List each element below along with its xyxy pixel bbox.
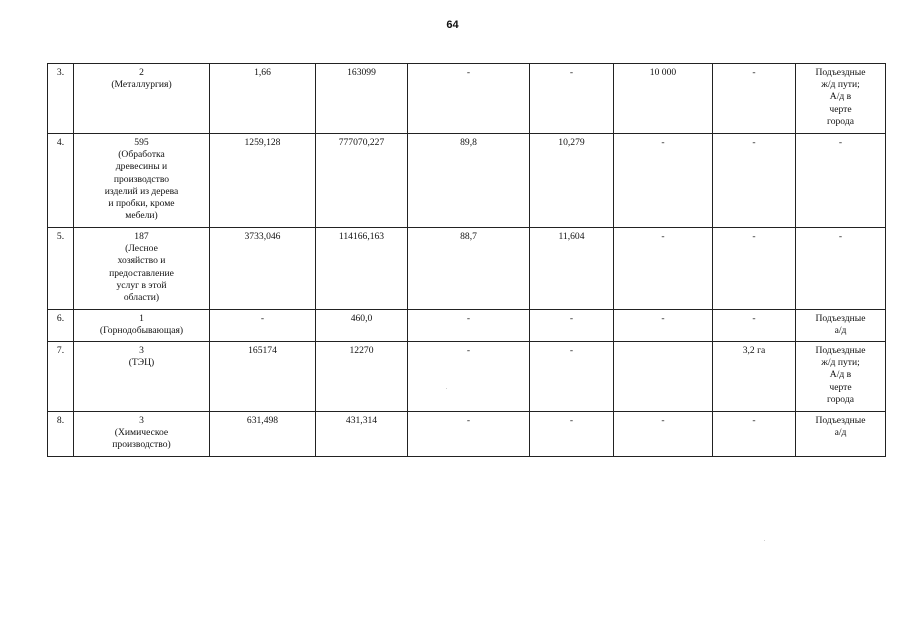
cell-col6: - [530,310,614,342]
cell-col7: - [614,228,713,310]
cell-col9: Подъездные а/д [796,310,886,342]
cell-col4: 460,0 [316,310,408,342]
row-index: 4. [48,134,74,228]
page-number: 64 [446,19,459,31]
cell-col5: - [408,412,530,457]
cell-col8: - [713,412,796,457]
cell-col7: - [614,134,713,228]
industry-name: 1 (Горнодобывающая) [74,310,210,342]
cell-col7: - [614,412,713,457]
scan-speck [446,388,447,389]
cell-col9: - [796,134,886,228]
table-row [48,228,886,310]
cell-col5: 89,8 [408,134,530,228]
cell-col9: Подъездные а/д [796,412,886,457]
cell-col8: - [713,64,796,134]
cell-col9: Подъездные ж/д пути; А/д в черте города [796,342,886,412]
cell-col4: 114166,163 [316,228,408,310]
cell-col5: - [408,64,530,134]
cell-col6: - [530,64,614,134]
table-body [48,64,886,457]
cell-col8: - [713,310,796,342]
table-row [48,134,886,228]
cell-col5: 88,7 [408,228,530,310]
cell-col6: - [530,342,614,412]
cell-col4: 431,314 [316,412,408,457]
cell-col9: Подъездные ж/д пути; А/д в черте города [796,64,886,134]
industry-name: 3 (ТЭЦ) [74,342,210,412]
cell-col8: 3,2 га [713,342,796,412]
cell-col3: 3733,046 [210,228,316,310]
industry-name: 2 (Металлургия) [74,64,210,134]
cell-col4: 163099 [316,64,408,134]
cell-col4: 12270 [316,342,408,412]
cell-col3: - [210,310,316,342]
cell-col8: - [713,134,796,228]
industry-name: 595 (Обработка древесины и производство изделий из дерева и пробки, кроме мебели) [74,134,210,228]
table-row [48,64,886,134]
table-row [48,310,886,342]
cell-col9: - [796,228,886,310]
cell-col5: - [408,342,530,412]
data-table [47,63,886,457]
cell-col6: 10,279 [530,134,614,228]
cell-col3: 631,498 [210,412,316,457]
row-index: 3. [48,64,74,134]
row-index: 8. [48,412,74,457]
industry-name: 3 (Химическое производство) [74,412,210,457]
cell-col4: 777070,227 [316,134,408,228]
industry-name: 187 (Лесное хозяйство и предоставление услуг в этой области) [74,228,210,310]
cell-col7 [614,342,713,412]
row-index: 7. [48,342,74,412]
cell-col3: 1,66 [210,64,316,134]
cell-col7: 10 000 [614,64,713,134]
table-row [48,412,886,457]
cell-col3: 165174 [210,342,316,412]
table-row [48,342,886,412]
cell-col3: 1259,128 [210,134,316,228]
scan-speck [764,540,765,541]
row-index: 6. [48,310,74,342]
cell-col8: - [713,228,796,310]
cell-col7: - [614,310,713,342]
cell-col6: - [530,412,614,457]
row-index: 5. [48,228,74,310]
cell-col6: 11,604 [530,228,614,310]
cell-col5: - [408,310,530,342]
